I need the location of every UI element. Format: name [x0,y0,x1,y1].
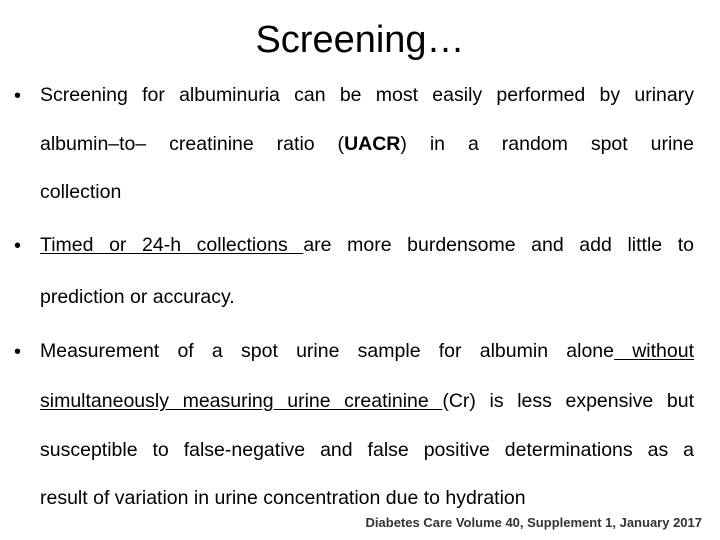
text-run: collection [40,181,122,203]
text-run: are more burdensome and add little to [303,234,694,256]
uacr-emphasis: UACR [344,133,401,155]
text-run: (Cr) is less expensive but [442,390,694,412]
bullet-line [40,489,694,509]
page-title: Screening… [255,19,465,61]
bullet-icon: • [14,235,22,257]
bullet-icon: • [14,341,22,363]
text-run: prediction or accuracy. [40,286,235,308]
underlined-text: without [613,340,694,362]
underlined-text: simultaneously measuring urine creatinine [40,390,443,412]
bullet-line [40,183,694,203]
text-run: albumin–to– creatinine ratio ( [40,133,345,155]
text-run: result of variation in urine concentration due to hydration [40,487,526,509]
bullet-line [40,135,694,155]
bullet-line [40,288,694,308]
text-run: susceptible to false-negative and false positive determinations as a [40,439,694,461]
bullet-icon: • [14,85,22,107]
bullet-line [40,236,694,256]
bullet-line [40,86,694,106]
bullet-line [40,441,694,461]
text-run: Screening for albuminuria can be most easily performed by urinary [40,84,694,106]
text-run: ) in a random spot urine [400,133,694,155]
underlined-text: Timed or 24-h collections [40,234,304,256]
text-run: Measurement of a spot urine sample for albumin alone [40,340,614,362]
citation: Diabetes Care Volume 40, Supplement 1, January 2017 [365,515,702,530]
bullet-line [40,392,694,412]
bullet-line [40,342,694,362]
